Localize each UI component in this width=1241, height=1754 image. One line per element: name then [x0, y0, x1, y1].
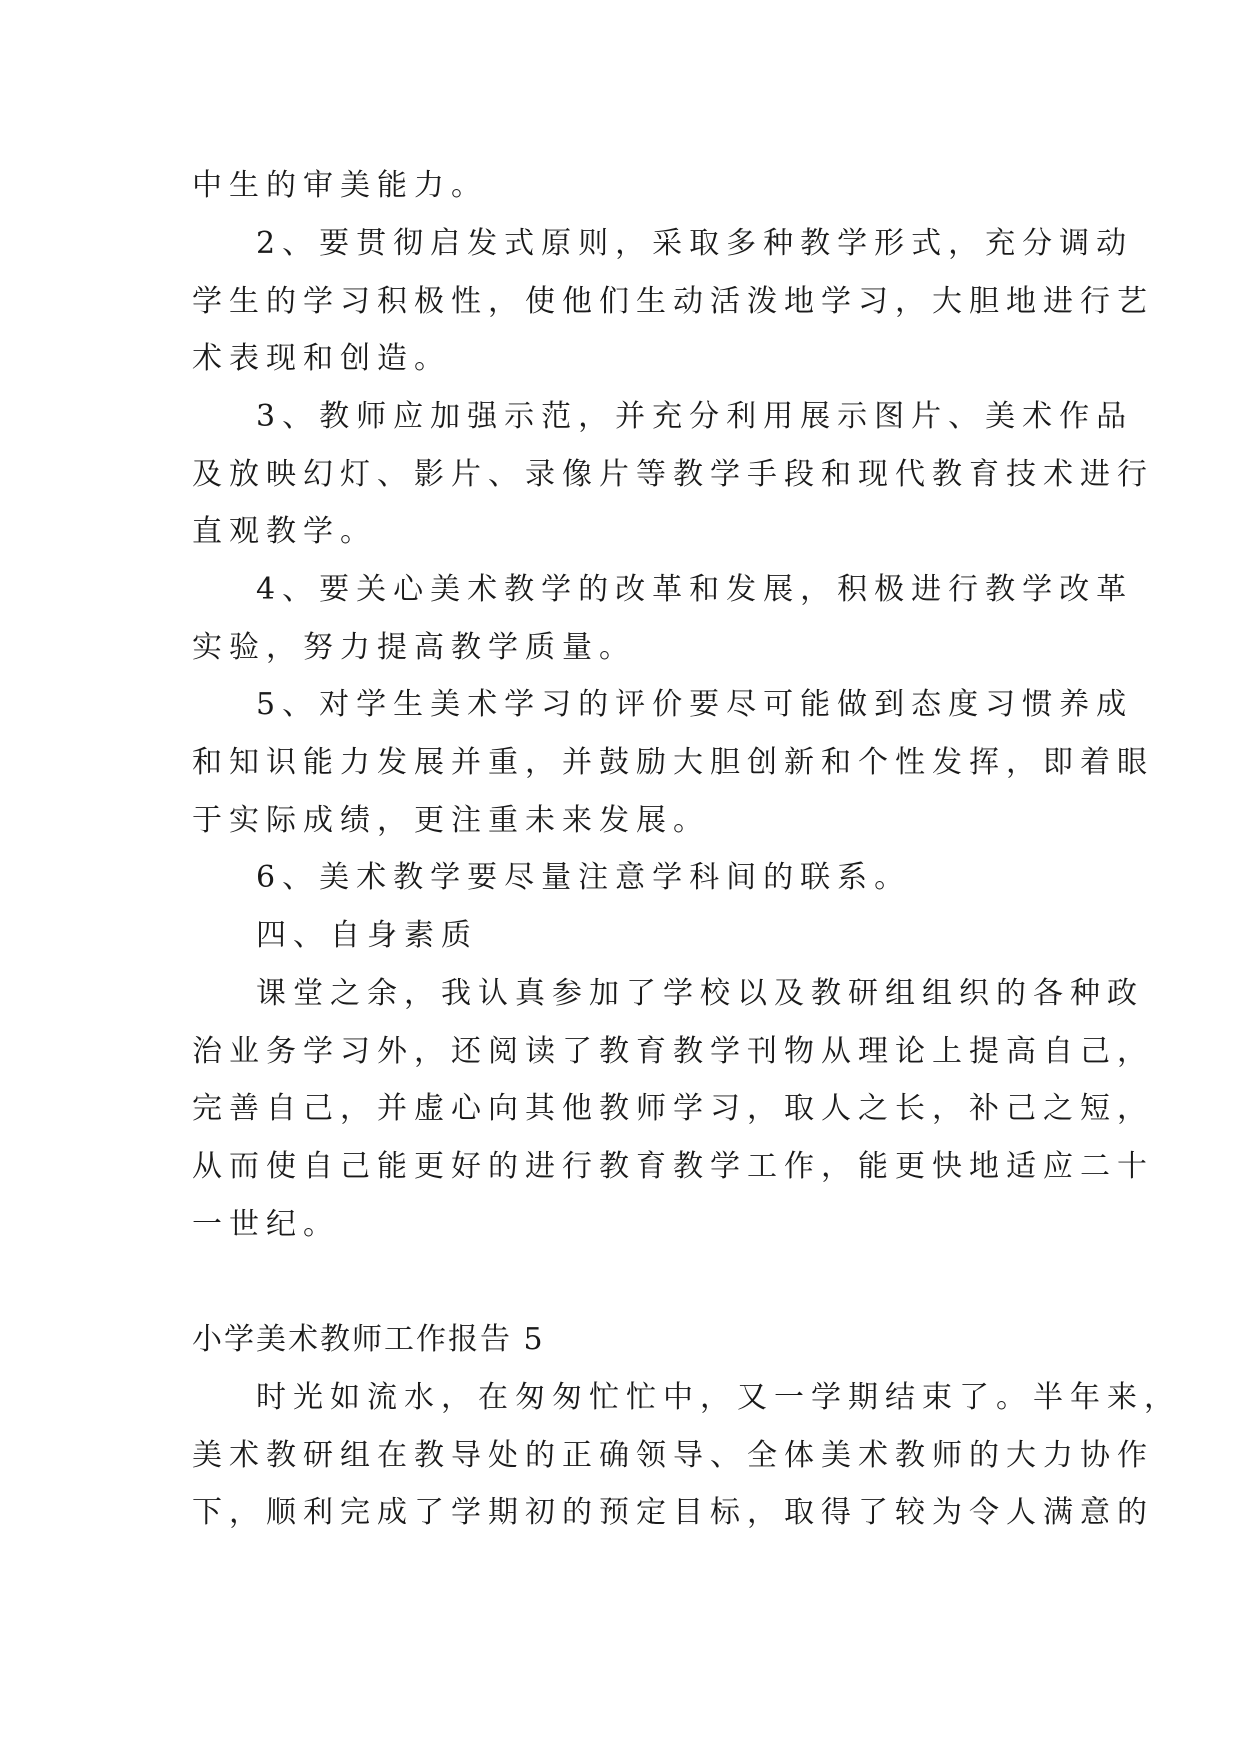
text-line: 一世纪。 [192, 1207, 340, 1242]
text-line: 中生的审美能力。 [192, 168, 488, 203]
text-line: 治业务学习外，还阅读了教育教学刊物从理论上提高自己， [192, 1034, 1154, 1069]
text-line: 2、要贯彻启发式原则，采取多种教学形式，充分调动 [256, 226, 1134, 261]
text-line: 术表现和创造。 [192, 341, 451, 376]
text-line: 完善自己，并虚心向其他教师学习，取人之长，补己之短， [192, 1091, 1154, 1126]
text-line: 学生的学习积极性，使他们生动活泼地学习，大胆地进行艺 [192, 284, 1154, 319]
text-line: 直观教学。 [192, 514, 377, 549]
text-line: 和知识能力发展并重，并鼓励大胆创新和个性发挥，即着眼 [192, 745, 1154, 780]
text-line: 6、美术教学要尽量注意学科间的联系。 [256, 860, 912, 895]
section-heading: 四、自身素质 [256, 918, 478, 953]
text-line: 5、对学生美术学习的评价要尽可能做到态度习惯养成 [256, 687, 1134, 722]
text-line: 课堂之余，我认真参加了学校以及教研组组织的各种政 [256, 976, 1144, 1011]
text-line: 于实际成绩，更注重未来发展。 [192, 803, 710, 838]
text-line: 从而使自己能更好的进行教育教学工作，能更快地适应二十 [192, 1149, 1154, 1184]
text-line: 时光如流水，在匆匆忙忙中，又一学期结束了。半年来， [256, 1380, 1181, 1415]
text-line: 下，顺利完成了学期初的预定目标，取得了较为令人满意的 [192, 1495, 1154, 1530]
text-line: 美术教研组在教导处的正确领导、全体美术教师的大力协作 [192, 1438, 1154, 1473]
text-line: 实验，努力提高教学质量。 [192, 630, 636, 665]
text-line: 3、教师应加强示范，并充分利用展示图片、美术作品 [256, 399, 1134, 434]
text-line: 4、要关心美术教学的改革和发展，积极进行教学改革 [256, 572, 1134, 607]
text-line: 及放映幻灯、影片、录像片等教学手段和现代教育技术进行 [192, 457, 1154, 492]
report-title: 小学美术教师工作报告 5 [192, 1322, 545, 1357]
